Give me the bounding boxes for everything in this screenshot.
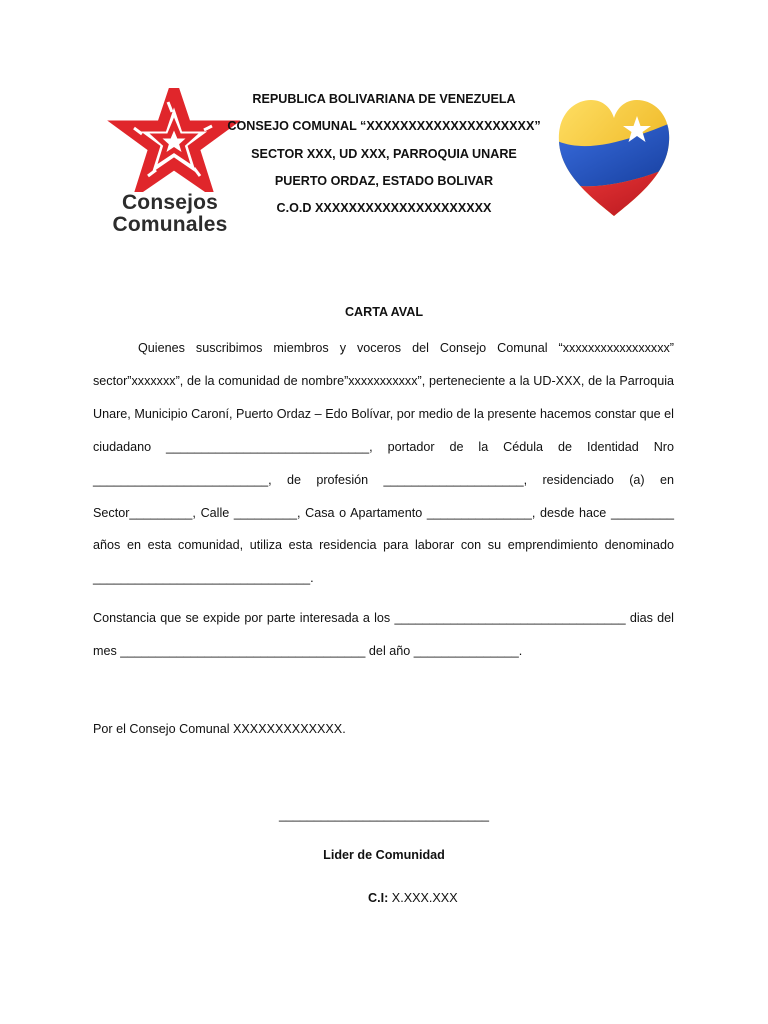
header-line-council: CONSEJO COMUNAL “XXXXXXXXXXXXXXXXXXXX”	[227, 119, 541, 134]
venezuela-flag-heart-icon	[555, 96, 673, 220]
header-line-city: PUERTO ORDAZ, ESTADO BOLIVAR	[274, 173, 494, 188]
signoff-text: Por el Consejo Comunal XXXXXXXXXXXXX.	[93, 722, 346, 736]
venezuela-heart-logo	[555, 96, 673, 220]
signature-line: ______________________________	[278, 808, 490, 822]
signature-id-value: X.XXX.XXX	[388, 891, 458, 905]
logo-text-line1: Consejos	[121, 191, 219, 214]
logo-text-line2: Comunales	[112, 213, 228, 236]
document-body	[93, 332, 674, 668]
body-paragraph-main: Quienes suscribimos miembros y voceros del Consejo Comunal “xxxxxxxxxxxxxxxxx” sector”xxxxxxx”, de la comunidad de nombre”xxxxxxxxxxx”, perteneciente a la UD-XXX, de la Parroquia Unare, Municipio Caroní, Puerto Ordaz – Edo Bolívar, por medio de la presente hacemos constar que el ciudadano _____________________________, portador de la Cédula de Identidad Nro _________________________, de profesión ____________________, residenciado (a) en Sector_________, Calle _________, Casa o Apartamento _______________, desde hace _________ años en esta comunidad, utiliza esta residencia para laborar con su emprendimiento denominado _______________________________.	[93, 341, 674, 586]
header-line-sector: SECTOR XXX, UD XXX, PARROQUIA UNARE	[251, 146, 517, 161]
signature-id-label: C.I:	[368, 891, 389, 905]
letterhead	[200, 86, 568, 222]
header-line-country: REPUBLICA BOLIVARIANA DE VENEZUELA	[252, 92, 516, 106]
signature-role: Lider de Comunidad	[323, 848, 445, 862]
body-paragraph-constancia: Constancia que se expide por parte interesada a los _________________________________ dias del mes ___________________________________ del año _______________.	[93, 611, 674, 659]
document-title: CARTA AVAL	[344, 305, 424, 319]
header-line-code: C.O.D XXXXXXXXXXXXXXXXXXXXX	[276, 201, 492, 216]
signature-id	[368, 891, 458, 905]
